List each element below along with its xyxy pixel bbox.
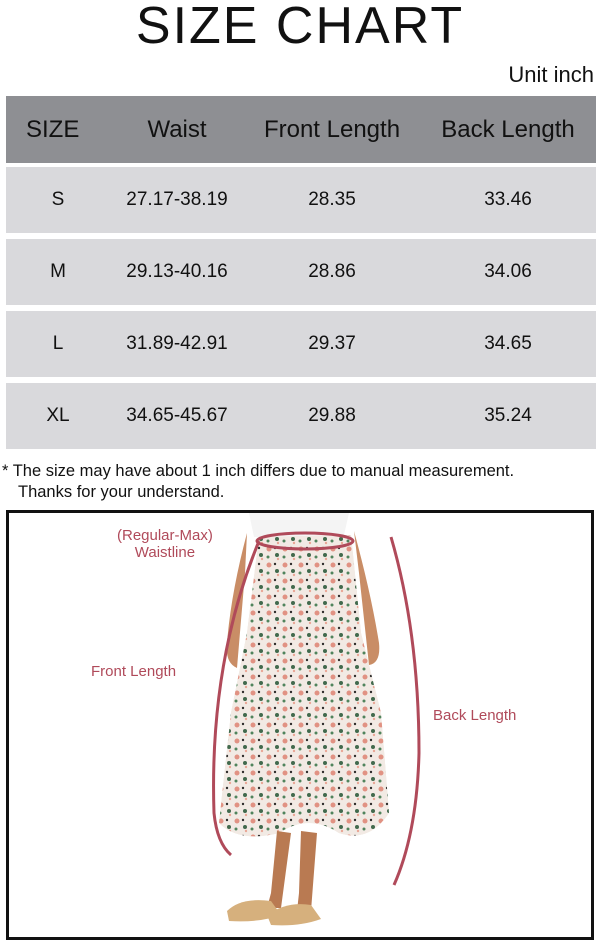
note-line-1: * The size may have about 1 inch differs due to manual measurement. [2, 462, 515, 480]
note-line-2: Thanks for your understand. [18, 483, 225, 501]
table-row [6, 167, 596, 233]
cell-front-length: 28.35 [308, 189, 356, 210]
table-row [6, 383, 596, 449]
cell-back-length: 34.06 [484, 261, 532, 282]
cell-back-length: 33.46 [484, 189, 532, 210]
header-waist: Waist [147, 115, 207, 143]
page-title: SIZE CHART [135, 0, 465, 55]
table-header [6, 96, 596, 163]
cell-size: M [50, 261, 66, 282]
cell-back-length: 34.65 [484, 333, 532, 354]
cell-back-length: 35.24 [484, 405, 532, 426]
waistline-label [117, 527, 213, 561]
cell-front-length: 29.37 [308, 333, 356, 354]
size-table [6, 96, 596, 455]
front-length-label: Front Length [91, 663, 177, 680]
cell-size: S [51, 189, 65, 210]
back-length-label: Back Length [433, 707, 517, 724]
cell-waist: 27.17-38.19 [126, 189, 228, 210]
cell-waist: 29.13-40.16 [126, 261, 228, 282]
cell-waist: 34.65-45.67 [126, 405, 228, 426]
cell-size: L [52, 333, 64, 354]
cell-front-length: 29.88 [308, 405, 356, 426]
header-front-length: Front Length [263, 115, 401, 143]
unit-label: Unit inch [508, 62, 594, 87]
waistline-label-line2: Waistline [134, 544, 196, 561]
cell-waist: 31.89-42.91 [126, 333, 228, 354]
measurement-note [2, 461, 514, 503]
header-back-length: Back Length [441, 115, 575, 143]
table-row [6, 311, 596, 377]
table-row [6, 239, 596, 305]
skirt-measurement-diagram [6, 510, 594, 940]
skirt-illustration [9, 513, 591, 937]
waistline-label-line1: (Regular-Max) [117, 527, 213, 544]
cell-front-length: 28.86 [308, 261, 356, 282]
cell-size: XL [46, 405, 70, 426]
header-size: SIZE [26, 115, 80, 143]
